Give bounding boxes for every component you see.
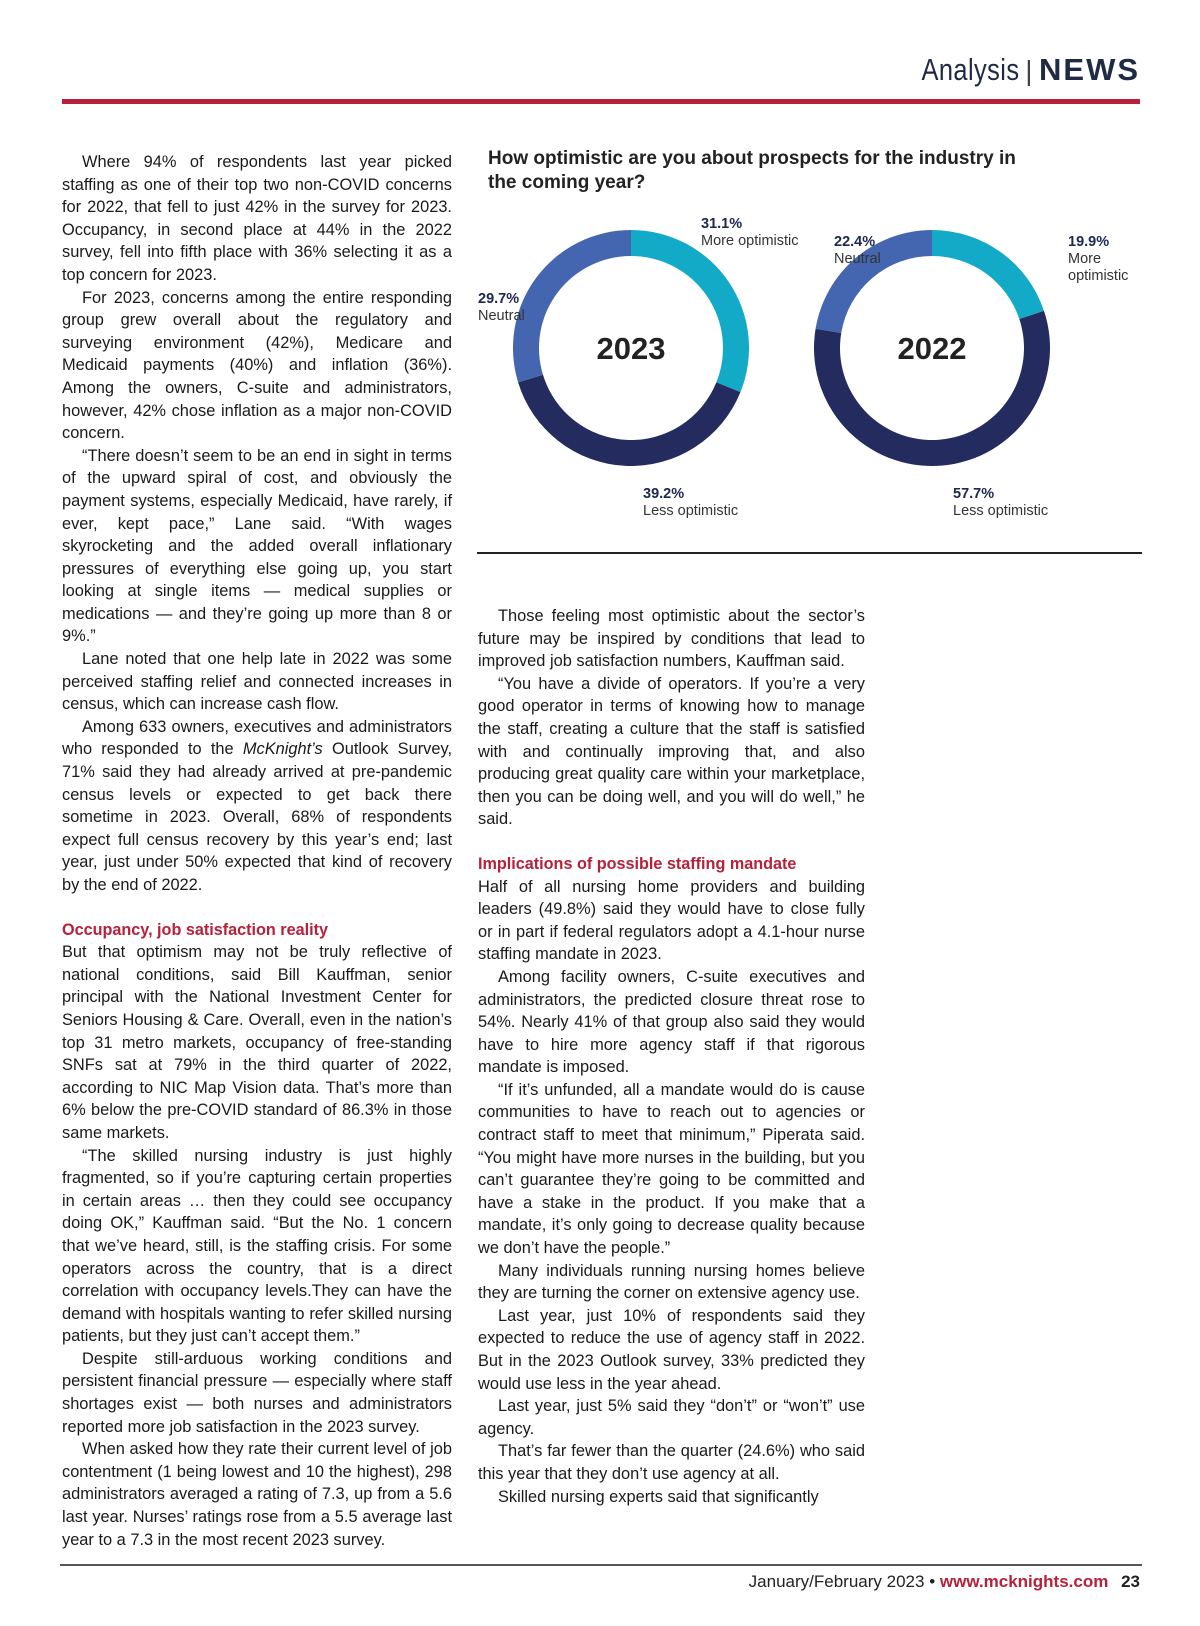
paragraph: Despite still-arduous working conditions and persistent financial pressure — especially where staff shortages exist — both nurses and administrators reported more job satisfaction in the 2023 survey.	[62, 1349, 452, 1436]
slice-name: Neutral	[478, 308, 525, 324]
paragraph: For 2023, concerns among the entire responding group grew overall about the regulatory and surveying environment (42%), Medicare and Medicaid payments (40%) and inflation (36%). Among the owners, C-suite and administrators, however, 42% chose inflation as a major non-COVID concern.	[62, 288, 452, 443]
slice-name: More optimistic	[1068, 251, 1129, 284]
slice-name: Less optimistic	[643, 503, 739, 519]
paragraph: Last year, just 5% said they “don’t” or “won’t” use agency.	[478, 1397, 865, 1438]
donut-center-label: 2023	[596, 331, 666, 366]
label-2022-more-optimistic	[1068, 234, 1148, 285]
text-run: Among 633 owners, executives and administrators who responded to the	[62, 717, 452, 759]
pct: 19.9%	[1068, 234, 1110, 250]
label-2023-less-optimistic	[643, 486, 738, 520]
page-footer	[749, 1572, 1140, 1592]
donut-slice-2022-more-optimistic	[932, 230, 1044, 319]
pct: 39.2%	[643, 486, 685, 502]
subhead: Implications of possible staffing mandate	[478, 854, 797, 873]
label-2022-neutral	[834, 234, 881, 268]
paragraph: “The skilled nursing industry is just highly fragmented, so if you’re capturing certain properties in certain areas … then they could see occupancy doing OK,” Kauffman said. “But the No. 1 concern that we’ve heard, still, is the staffing crisis. For some operators across the country, that is a direct correlation with occupancy levels.They can have the demand with hospitals wanting to refer skilled nursing patients, but they just can’t accept them.”	[62, 1146, 452, 1346]
chart-bottom-rule	[477, 552, 1142, 554]
paragraph: But that optimism may not be truly reflective of national conditions, said Bill Kauffman, senior principal with the National Investment Center for Seniors Housing & Care. Overall, even in the nation’s top 31 metro markets, occupancy of free-standing SNFs sat at 79% in the third quarter of 2022, according to NIC Map Vision data. That’s more than 6% below the pre-COVID standard of 86.3% in those same markets.	[62, 943, 452, 1142]
footer-rule	[60, 1564, 1142, 1566]
header-separator: |	[1025, 55, 1033, 86]
chart-title: How optimistic are you about prospects for the industry in the coming year?	[488, 148, 1016, 193]
paragraph: Where 94% of respondents last year picked staffing as one of their top two non-COVID concerns for 2022, that fell to just 42% in the survey for 2023. Occupancy, in second place at 44% in the 2022 survey, fell into fifth place with 36% selecting it as a top concern for 2023.	[62, 153, 452, 284]
page-number: 23	[1121, 1572, 1140, 1591]
subhead: Occupancy, job satisfaction reality	[62, 920, 328, 939]
paragraph: “There doesn’t seem to be an end in sight in terms of the upward spiral of cost, and obviously the payment systems, especially Medicaid, have rarely, if ever, kept pace,” Lane said. “With wages skyrocketing and the added overall inflationary pressures of everything else going up, you start looking at single items — medical supplies or medications — and they’re going up more than 8 or 9%.”	[62, 446, 452, 646]
pct: 57.7%	[953, 486, 995, 502]
paragraph: Lane noted that one help late in 2022 was some perceived staffing relief and connected increases in census, which can increase cash flow.	[62, 650, 452, 714]
donut-slice-2023-more-optimistic	[631, 230, 749, 392]
pct: 29.7%	[478, 291, 520, 307]
donut-charts	[470, 200, 1150, 540]
paragraph: Last year, just 10% of respondents said they expected to reduce the use of agency staff in 2022. But in the 2023 Outlook survey, 33% predicted they would use less in the year ahead.	[478, 1306, 865, 1393]
pct: 22.4%	[834, 234, 876, 250]
issue-date: January/February 2023	[748, 1572, 925, 1591]
label-2023-neutral	[478, 291, 525, 325]
paragraph: That’s far fewer than the quarter (24.6%) who said this year that they don’t use agency at all.	[478, 1442, 865, 1483]
paragraph: Half of all nursing home providers and building leaders (49.8%) said they would have to close fully or in part if federal regulators adopt a 4.1-hour nurse staffing mandate in 2023.	[478, 877, 865, 964]
paragraph: Among facility owners, C-suite executives and administrators, the predicted closure threat rose to 54%. Nearly 41% of that group also said they would have to hire more agency staff if that rigorous mandate is imposed.	[478, 967, 865, 1077]
paragraph: Many individuals running nursing homes believe they are turning the corner on extensive agency use.	[478, 1261, 865, 1303]
slice-name: Less optimistic	[953, 503, 1049, 519]
text-run: Outlook Survey, 71% said they had already arrived at pre-pandemic census levels or expected to get back there sometime in 2023. Overall, 68% of respondents expect full census recovery by this year’s end; last year, just under 50% expected that kind of recovery by the end of 2022.	[62, 740, 453, 894]
header-rule	[62, 99, 1140, 104]
paragraph: “If it’s unfunded, all a mandate would do is cause communities to have to reach out to agencies or contract staff to meet that minimum,” Piperata said. “You might have more nurses in the building, but you can’t guarantee they’re going to be committed and have a stake in the product. If you make that a mandate, it’s only going to decrease quality because we don’t have the people.”	[478, 1080, 865, 1258]
donut-slice-2023-less-optimistic	[518, 375, 740, 466]
section-header	[900, 52, 1140, 88]
paragraph	[62, 716, 452, 897]
section-name: Analysis	[921, 52, 1020, 87]
publication-name: McKnight’s	[242, 740, 323, 759]
donut-center-label: 2022	[897, 331, 967, 366]
paragraph: Those feeling most optimistic about the sector’s future may be inspired by conditions that lead to improved job satisfaction numbers, Kauffman said.	[478, 607, 865, 671]
slice-name: More optimistic	[701, 233, 799, 249]
label-2022-less-optimistic	[953, 486, 1048, 520]
footer-bullet: •	[929, 1572, 936, 1591]
left-column	[62, 151, 452, 1551]
paragraph: “You have a divide of operators. If you’re a very good operator in terms of knowing how to manage the staff, creating a culture that the staff is satisfied with and continually improving that, and also producing great quality care within your marketplace, then you can be doing well, and you will do well,” he said.	[478, 674, 865, 829]
paragraph: When asked how they rate their current level of job contentment (1 being lowest and 10 the highest), 298 administrators averaged a rating of 7.3, up from a 5.6 last year. Nurses’ ratings rose from a 5.5 average last year to a 7.3 in the most recent 2023 survey.	[62, 1440, 452, 1549]
website-link[interactable]: www.mcknights.com	[939, 1572, 1109, 1591]
label-2023-more-optimistic	[701, 216, 799, 250]
pct: 31.1%	[701, 216, 743, 232]
middle-column	[478, 605, 865, 1508]
category-name: NEWS	[1039, 52, 1140, 87]
slice-name: Neutral	[834, 251, 881, 267]
paragraph: Skilled nursing experts said that significantly	[498, 1487, 819, 1506]
